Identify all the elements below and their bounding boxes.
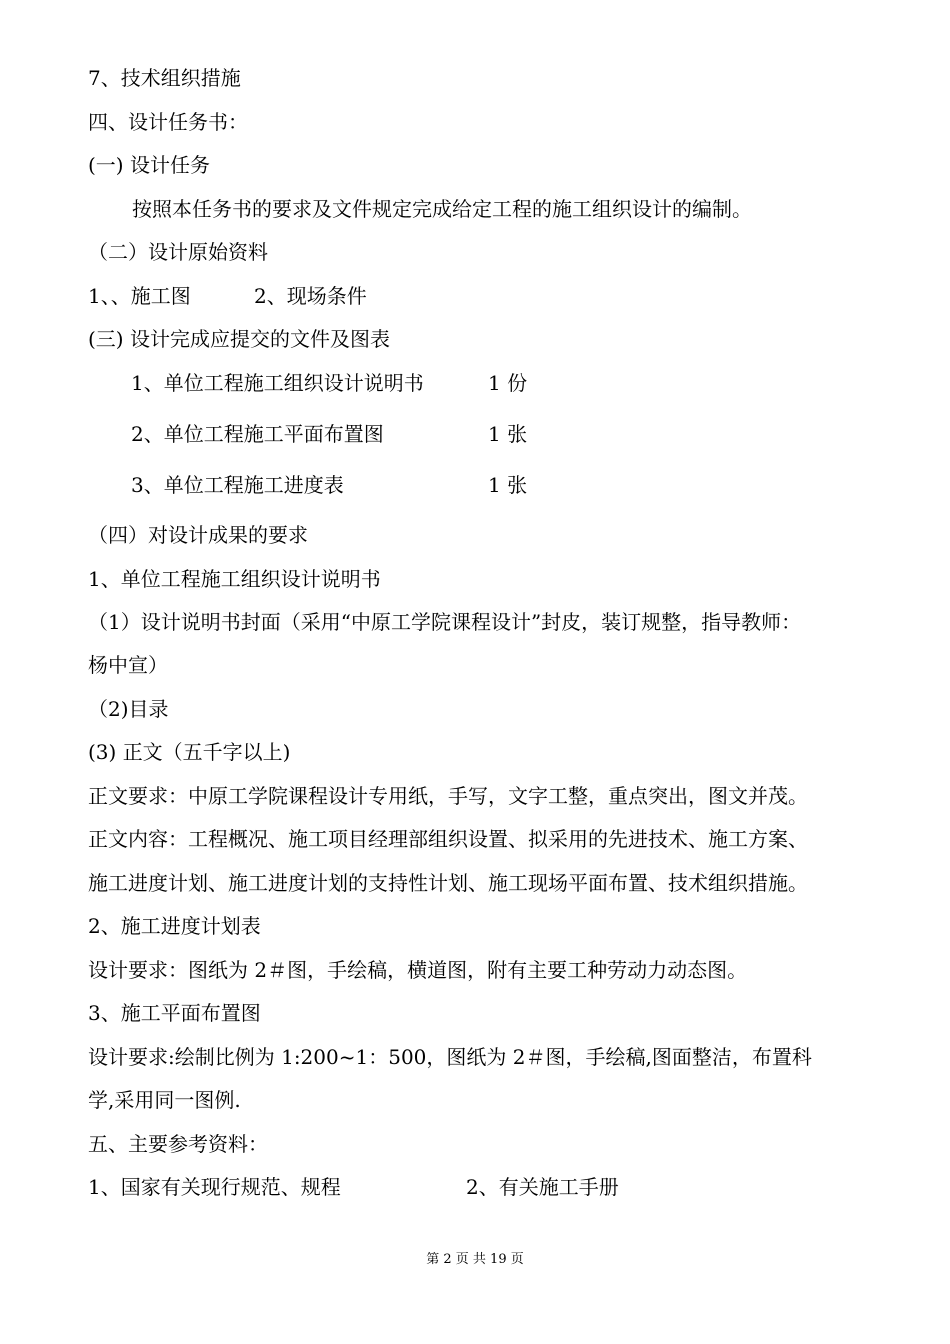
reference-item-codes: 1、国家有关现行规范、规程 bbox=[88, 1175, 341, 1199]
subsection-result-requirements: （四）对设计成果的要求 bbox=[88, 523, 308, 547]
material-item-drawings: 1、、施工图 bbox=[88, 284, 191, 308]
requirement-cover: （1）设计说明书封面（采用“中原工学院课程设计”封皮，装订规整，指导教师： bbox=[88, 610, 802, 634]
subsection-design-task: (一) 设计任务 bbox=[88, 153, 210, 177]
requirement-heading-manual: 1、单位工程施工组织设计说明书 bbox=[88, 567, 381, 591]
reference-item-manual: 2、有关施工手册 bbox=[466, 1175, 619, 1199]
item-tech-measures: 7、技术组织措施 bbox=[88, 66, 241, 90]
section-design-brief: 四、设计任务书： bbox=[88, 110, 248, 134]
layout-requirements-cont: 学,采用同一图例. bbox=[88, 1088, 241, 1112]
requirement-cover-cont: 杨中宣） bbox=[88, 653, 168, 677]
subsection-original-materials: （二）设计原始资料 bbox=[88, 240, 268, 264]
page-number-footer: 第 2 页 共 19 页 bbox=[426, 1252, 524, 1267]
layout-requirements: 设计要求:绘制比例为 1:200~1：500，图纸为 2＃图，手绘稿,图面整洁，布置科 bbox=[88, 1045, 812, 1069]
subsection-deliverables: (三) 设计完成应提交的文件及图表 bbox=[88, 327, 390, 351]
body-requirements: 正文要求：中原工学院课程设计专用纸，手写，文字工整，重点突出，图文并茂。 bbox=[88, 784, 808, 808]
deliverable-name: 2、单位工程施工平面布置图 bbox=[131, 422, 384, 446]
body-contents-cont: 施工进度计划、施工进度计划的支持性计划、施工现场平面布置、技术组织措施。 bbox=[88, 871, 808, 895]
requirement-body: (3) 正文（五千字以上) bbox=[88, 740, 291, 764]
deliverable-qty: 1 份 bbox=[488, 371, 528, 395]
body-contents: 正文内容：工程概况、施工项目经理部组织设置、拟采用的先进技术、施工方案、 bbox=[88, 827, 808, 851]
requirement-heading-layout: 3、施工平面布置图 bbox=[88, 1001, 261, 1025]
material-item-site-conditions: 2、现场条件 bbox=[254, 284, 367, 308]
requirement-toc: （2)目录 bbox=[88, 697, 169, 721]
deliverable-qty: 1 张 bbox=[488, 422, 528, 446]
schedule-requirements: 设计要求：图纸为 2＃图，手绘稿，横道图，附有主要工种劳动力动态图。 bbox=[88, 958, 748, 982]
section-references: 五、主要参考资料： bbox=[88, 1132, 268, 1156]
deliverable-qty: 1 张 bbox=[488, 473, 528, 497]
deliverable-name: 3、单位工程施工进度表 bbox=[131, 473, 344, 497]
requirement-heading-schedule: 2、施工进度计划表 bbox=[88, 914, 261, 938]
design-task-text: 按照本任务书的要求及文件规定完成给定工程的施工组织设计的编制。 bbox=[132, 197, 752, 221]
deliverable-name: 1、单位工程施工组织设计说明书 bbox=[131, 371, 424, 395]
